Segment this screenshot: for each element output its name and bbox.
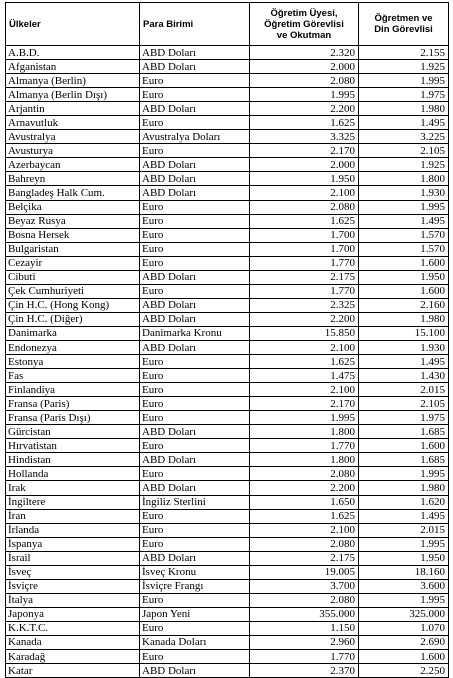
table-row xyxy=(6,453,449,467)
document-page xyxy=(5,2,449,678)
teacher-amount-cell: 1.950 xyxy=(359,270,449,284)
faculty-amount-cell: 2.170 xyxy=(250,397,359,411)
teacher-amount-cell: 1.925 xyxy=(359,158,449,172)
table-row xyxy=(6,88,449,102)
teacher-amount-cell: 1.930 xyxy=(359,186,449,200)
country-cell: Cibuti xyxy=(6,270,140,284)
table-row xyxy=(6,481,449,495)
currency-cell: Japon Yeni xyxy=(140,607,250,621)
faculty-amount-cell: 1.150 xyxy=(250,621,359,635)
country-cell: İran xyxy=(6,509,140,523)
country-cell: Katar xyxy=(6,664,140,678)
currency-cell: Euro xyxy=(140,242,250,256)
table-body xyxy=(6,46,449,678)
table-row xyxy=(6,130,449,144)
currency-cell: ABD Doları xyxy=(140,270,250,284)
teacher-amount-cell: 1.980 xyxy=(359,481,449,495)
currency-cell: Euro xyxy=(140,355,250,369)
teacher-amount-cell: 15.100 xyxy=(359,326,449,340)
faculty-amount-cell: 3.700 xyxy=(250,579,359,593)
faculty-amount-cell: 355.000 xyxy=(250,607,359,621)
table-row xyxy=(6,523,449,537)
currency-cell: ABD Doları xyxy=(140,664,250,678)
table-row xyxy=(6,383,449,397)
table-row xyxy=(6,256,449,270)
currency-cell: İngiliz Sterlini xyxy=(140,495,250,509)
faculty-amount-cell: 2.080 xyxy=(250,467,359,481)
teacher-amount-cell: 3.600 xyxy=(359,579,449,593)
teacher-amount-cell: 1.975 xyxy=(359,88,449,102)
teacher-amount-cell: 3.225 xyxy=(359,130,449,144)
table-row xyxy=(6,158,449,172)
faculty-amount-cell: 2.100 xyxy=(250,383,359,397)
teacher-amount-cell: 1.570 xyxy=(359,228,449,242)
faculty-amount-cell: 2.175 xyxy=(250,270,359,284)
currency-cell: ABD Doları xyxy=(140,298,250,312)
teacher-amount-cell: 1.995 xyxy=(359,593,449,607)
table-row xyxy=(6,467,449,481)
currency-cell: Euro xyxy=(140,284,250,298)
table-row xyxy=(6,593,449,607)
country-cell: Çin H.C. (Hong Kong) xyxy=(6,298,140,312)
teacher-amount-cell: 2.155 xyxy=(359,46,449,60)
currency-cell: Avustralya Doları xyxy=(140,130,250,144)
header-faculty-line1: Öğretim Üyesi, xyxy=(270,7,338,19)
country-cell: Almanya (Berlin) xyxy=(6,74,140,88)
table-row xyxy=(6,509,449,523)
country-cell: Hollanda xyxy=(6,467,140,481)
faculty-amount-cell: 3.325 xyxy=(250,130,359,144)
table-row xyxy=(6,144,449,158)
country-cell: Japonya xyxy=(6,607,140,621)
currency-cell: ABD Doları xyxy=(140,551,250,565)
table-row xyxy=(6,102,449,116)
currency-cell: Euro xyxy=(140,214,250,228)
faculty-amount-cell: 1.800 xyxy=(250,453,359,467)
teacher-amount-cell: 1.950 xyxy=(359,551,449,565)
currency-cell: Euro xyxy=(140,74,250,88)
faculty-amount-cell: 2.100 xyxy=(250,340,359,354)
faculty-amount-cell: 2.200 xyxy=(250,312,359,326)
faculty-amount-cell: 1.950 xyxy=(250,172,359,186)
header-teacher-line1: Öğretmen ve xyxy=(374,13,433,24)
faculty-amount-cell: 1.650 xyxy=(250,495,359,509)
country-cell: Avusturya xyxy=(6,144,140,158)
faculty-amount-cell: 2.325 xyxy=(250,298,359,312)
currency-cell: Euro xyxy=(140,411,250,425)
currency-cell: ABD Doları xyxy=(140,172,250,186)
table-row xyxy=(6,326,449,340)
faculty-amount-cell: 1.625 xyxy=(250,355,359,369)
currency-cell: ABD Doları xyxy=(140,46,250,60)
currency-cell: Euro xyxy=(140,593,250,607)
faculty-amount-cell: 2.960 xyxy=(250,635,359,649)
faculty-amount-cell: 1.700 xyxy=(250,242,359,256)
table-row xyxy=(6,621,449,635)
currency-cell: İsviçre Frangı xyxy=(140,579,250,593)
country-cell: Belçika xyxy=(6,200,140,214)
faculty-amount-cell: 1.625 xyxy=(250,214,359,228)
teacher-amount-cell: 2.250 xyxy=(359,664,449,678)
table-row xyxy=(6,200,449,214)
country-cell: Avustralya xyxy=(6,130,140,144)
table-row xyxy=(6,312,449,326)
teacher-amount-cell: 1.070 xyxy=(359,621,449,635)
teacher-amount-cell: 1.600 xyxy=(359,284,449,298)
teacher-amount-cell: 1.800 xyxy=(359,172,449,186)
table-row xyxy=(6,270,449,284)
teacher-amount-cell: 1.570 xyxy=(359,242,449,256)
table-row xyxy=(6,537,449,551)
table-row xyxy=(6,355,449,369)
currency-cell: Euro xyxy=(140,397,250,411)
currency-cell: Euro xyxy=(140,509,250,523)
faculty-amount-cell: 1.770 xyxy=(250,284,359,298)
table-row xyxy=(6,565,449,579)
country-cell: İspanya xyxy=(6,537,140,551)
faculty-amount-cell: 2.200 xyxy=(250,102,359,116)
country-cell: Finlandiya xyxy=(6,383,140,397)
country-cell: Arjantin xyxy=(6,102,140,116)
country-cell: İsrail xyxy=(6,551,140,565)
faculty-amount-cell: 2.170 xyxy=(250,144,359,158)
faculty-amount-cell: 1.770 xyxy=(250,256,359,270)
teacher-amount-cell: 2.690 xyxy=(359,635,449,649)
currency-cell: İsveç Kronu xyxy=(140,565,250,579)
currency-cell: Kanada Doları xyxy=(140,635,250,649)
teacher-amount-cell: 1.980 xyxy=(359,102,449,116)
faculty-amount-cell: 2.080 xyxy=(250,74,359,88)
header-faculty xyxy=(250,3,359,46)
currency-cell: Euro xyxy=(140,523,250,537)
table-row xyxy=(6,439,449,453)
table-row xyxy=(6,579,449,593)
country-cell: Almanya (Berlin Dışı) xyxy=(6,88,140,102)
table-row xyxy=(6,214,449,228)
table-row xyxy=(6,495,449,509)
currency-cell: Euro xyxy=(140,228,250,242)
country-cell: Bangladeş Halk Cum. xyxy=(6,186,140,200)
country-cell: Bahreyn xyxy=(6,172,140,186)
currency-cell: Euro xyxy=(140,439,250,453)
teacher-amount-cell: 1.495 xyxy=(359,116,449,130)
table-row xyxy=(6,650,449,664)
table-row xyxy=(6,284,449,298)
faculty-amount-cell: 1.995 xyxy=(250,411,359,425)
country-cell: Danimarka xyxy=(6,326,140,340)
country-cell: İsviçre xyxy=(6,579,140,593)
country-cell: Bosna Hersek xyxy=(6,228,140,242)
table-row xyxy=(6,664,449,678)
currency-cell: Euro xyxy=(140,369,250,383)
country-cell: Cezayir xyxy=(6,256,140,270)
table-row xyxy=(6,60,449,74)
country-cell: Hindistan xyxy=(6,453,140,467)
faculty-amount-cell: 2.080 xyxy=(250,537,359,551)
country-cell: Hırvatistan xyxy=(6,439,140,453)
faculty-amount-cell: 2.080 xyxy=(250,593,359,607)
table-row xyxy=(6,425,449,439)
teacher-amount-cell: 1.995 xyxy=(359,467,449,481)
currency-cell: ABD Doları xyxy=(140,102,250,116)
table-row xyxy=(6,340,449,354)
currency-cell: Euro xyxy=(140,144,250,158)
teacher-amount-cell: 1.600 xyxy=(359,256,449,270)
teacher-amount-cell: 2.015 xyxy=(359,383,449,397)
country-cell: İngiltere xyxy=(6,495,140,509)
table-header xyxy=(6,3,449,46)
teacher-amount-cell: 2.105 xyxy=(359,397,449,411)
faculty-amount-cell: 19.005 xyxy=(250,565,359,579)
teacher-amount-cell: 1.995 xyxy=(359,537,449,551)
country-cell: Fransa (Paris) xyxy=(6,397,140,411)
header-teacher xyxy=(359,3,449,46)
teacher-amount-cell: 1.995 xyxy=(359,200,449,214)
currency-cell: Euro xyxy=(140,116,250,130)
country-cell: Çek Cumhuriyeti xyxy=(6,284,140,298)
country-cell: Afganistan xyxy=(6,60,140,74)
country-cell: İsveç xyxy=(6,565,140,579)
header-currency: Para Birimi xyxy=(140,3,250,46)
country-cell: Irak xyxy=(6,481,140,495)
table-row xyxy=(6,551,449,565)
currency-cell: ABD Doları xyxy=(140,60,250,74)
currency-cell: Euro xyxy=(140,467,250,481)
currency-cell: Euro xyxy=(140,537,250,551)
teacher-amount-cell: 1.600 xyxy=(359,650,449,664)
header-faculty-line2: Öğretim Görevlisi xyxy=(264,18,344,30)
teacher-amount-cell: 1.430 xyxy=(359,369,449,383)
faculty-amount-cell: 2.000 xyxy=(250,60,359,74)
table-row xyxy=(6,397,449,411)
teacher-amount-cell: 1.995 xyxy=(359,74,449,88)
currency-cell: Euro xyxy=(140,88,250,102)
faculty-amount-cell: 1.770 xyxy=(250,439,359,453)
faculty-amount-cell: 1.995 xyxy=(250,88,359,102)
currency-cell: Euro xyxy=(140,650,250,664)
faculty-amount-cell: 2.000 xyxy=(250,158,359,172)
teacher-amount-cell: 1.685 xyxy=(359,425,449,439)
teacher-amount-cell: 1.975 xyxy=(359,411,449,425)
currency-cell: ABD Doları xyxy=(140,481,250,495)
table-row xyxy=(6,172,449,186)
teacher-amount-cell: 2.015 xyxy=(359,523,449,537)
country-cell: Estonya xyxy=(6,355,140,369)
teacher-amount-cell: 2.105 xyxy=(359,144,449,158)
teacher-amount-cell: 1.685 xyxy=(359,453,449,467)
header-faculty-line3: ve Okutman xyxy=(276,29,332,41)
table-row xyxy=(6,116,449,130)
table-row xyxy=(6,298,449,312)
teacher-amount-cell: 1.925 xyxy=(359,60,449,74)
table-row xyxy=(6,411,449,425)
country-cell: Bulgaristan xyxy=(6,242,140,256)
country-cell: Fas xyxy=(6,369,140,383)
faculty-amount-cell: 1.800 xyxy=(250,425,359,439)
currency-cell: ABD Doları xyxy=(140,312,250,326)
faculty-amount-cell: 15.850 xyxy=(250,326,359,340)
table-row xyxy=(6,46,449,60)
header-teacher-line2: Din Görevlisi xyxy=(374,24,433,35)
currency-cell: ABD Doları xyxy=(140,186,250,200)
faculty-amount-cell: 2.175 xyxy=(250,551,359,565)
currency-cell: Danimarka Kronu xyxy=(140,326,250,340)
teacher-amount-cell: 325.000 xyxy=(359,607,449,621)
country-cell: Çin H.C. (Diğer) xyxy=(6,312,140,326)
teacher-amount-cell: 1.620 xyxy=(359,495,449,509)
country-cell: Karadağ xyxy=(6,650,140,664)
faculty-amount-cell: 2.080 xyxy=(250,200,359,214)
table-row xyxy=(6,74,449,88)
country-cell: Endonezya xyxy=(6,340,140,354)
header-row xyxy=(6,3,449,46)
currency-cell: Euro xyxy=(140,256,250,270)
country-cell: İtalya xyxy=(6,593,140,607)
currency-cell: ABD Doları xyxy=(140,340,250,354)
faculty-amount-cell: 2.100 xyxy=(250,186,359,200)
header-country: Ülkeler xyxy=(6,3,140,46)
faculty-amount-cell: 2.100 xyxy=(250,523,359,537)
faculty-amount-cell: 1.770 xyxy=(250,650,359,664)
table-row xyxy=(6,228,449,242)
teacher-amount-cell: 2.160 xyxy=(359,298,449,312)
currency-cell: Euro xyxy=(140,383,250,397)
teacher-amount-cell: 1.930 xyxy=(359,340,449,354)
teacher-amount-cell: 1.495 xyxy=(359,355,449,369)
currency-cell: Euro xyxy=(140,621,250,635)
teacher-amount-cell: 1.495 xyxy=(359,214,449,228)
currency-cell: ABD Doları xyxy=(140,425,250,439)
table-row xyxy=(6,186,449,200)
teacher-amount-cell: 1.980 xyxy=(359,312,449,326)
country-cell: Fransa (Paris Dışı) xyxy=(6,411,140,425)
currency-cell: ABD Doları xyxy=(140,158,250,172)
country-cell: A.B.D. xyxy=(6,46,140,60)
country-cell: Beyaz Rusya xyxy=(6,214,140,228)
country-cell: Kanada xyxy=(6,635,140,649)
currency-cell: Euro xyxy=(140,200,250,214)
faculty-amount-cell: 1.625 xyxy=(250,116,359,130)
teacher-amount-cell: 18.160 xyxy=(359,565,449,579)
faculty-amount-cell: 2.370 xyxy=(250,664,359,678)
table-row xyxy=(6,369,449,383)
faculty-amount-cell: 1.475 xyxy=(250,369,359,383)
faculty-amount-cell: 1.700 xyxy=(250,228,359,242)
table-row xyxy=(6,607,449,621)
currency-cell: ABD Doları xyxy=(140,453,250,467)
allowance-table xyxy=(5,2,449,678)
country-cell: İrlanda xyxy=(6,523,140,537)
teacher-amount-cell: 1.495 xyxy=(359,509,449,523)
country-cell: K.K.T.C. xyxy=(6,621,140,635)
faculty-amount-cell: 2.320 xyxy=(250,46,359,60)
faculty-amount-cell: 1.625 xyxy=(250,509,359,523)
table-row xyxy=(6,635,449,649)
country-cell: Azerbaycan xyxy=(6,158,140,172)
table-row xyxy=(6,242,449,256)
teacher-amount-cell: 1.600 xyxy=(359,439,449,453)
faculty-amount-cell: 2.200 xyxy=(250,481,359,495)
country-cell: Gürcistan xyxy=(6,425,140,439)
country-cell: Arnavutluk xyxy=(6,116,140,130)
